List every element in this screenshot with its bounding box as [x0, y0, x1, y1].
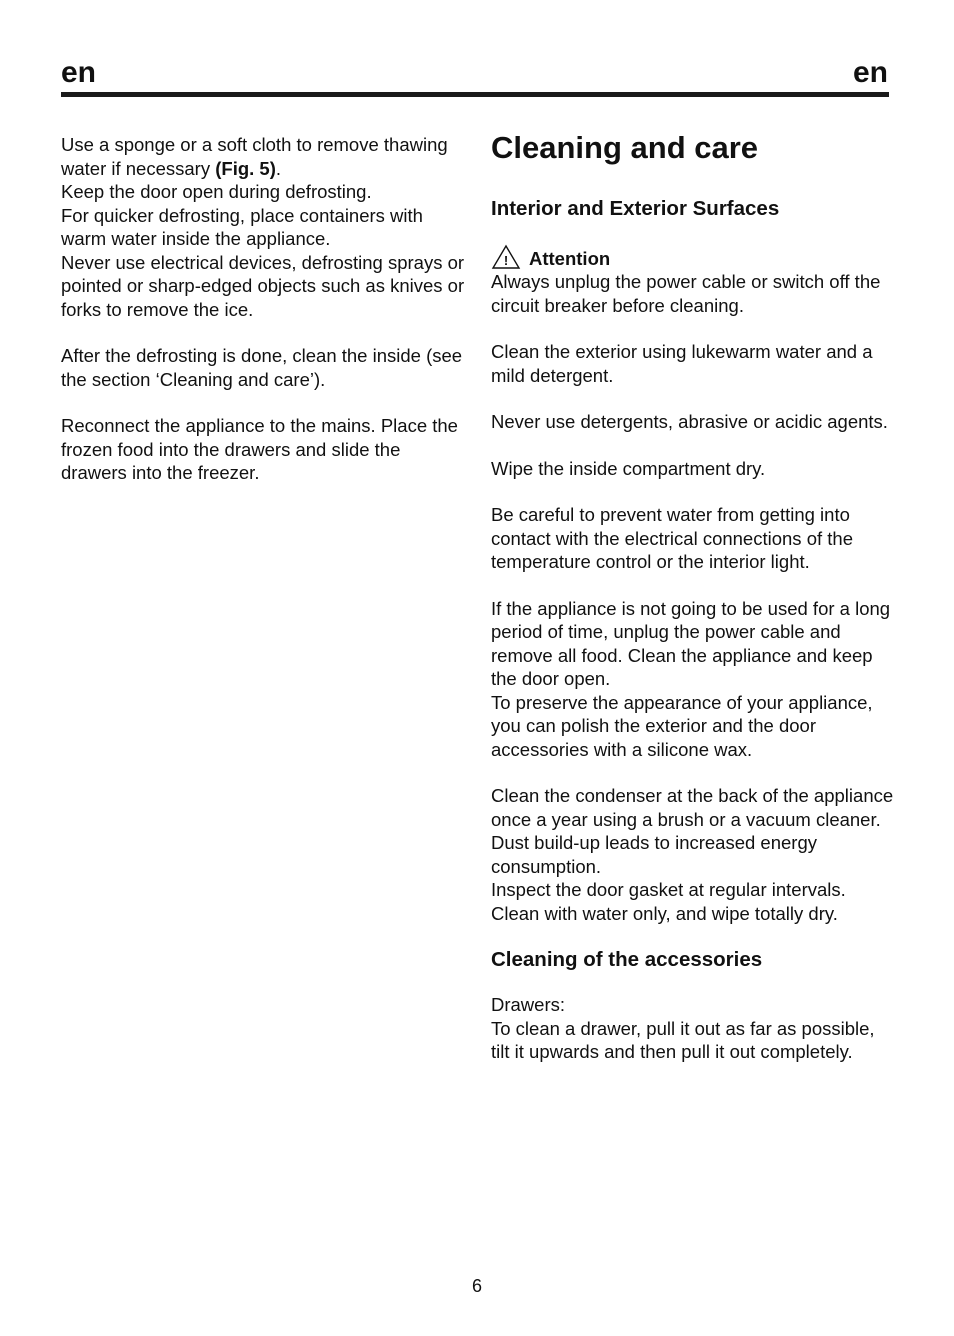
subheading-surfaces: Interior and Exterior Surfaces: [491, 197, 780, 220]
svg-text:!: !: [503, 253, 509, 268]
left-column: [61, 133, 465, 485]
warning-triangle-icon: [491, 244, 521, 270]
subheading-accessories: Cleaning of the accessories: [491, 948, 763, 971]
paragraph-quicker-defrosting: For quicker defrosting, place containers with warm water inside the appliance.: [61, 204, 423, 249]
figure-reference: (Fig. 5): [215, 157, 276, 179]
paragraph-after-defrosting: After the defrosting is done, clean the inside (see the section ‘Cleaning and care’).: [61, 345, 463, 390]
paragraph-thawing-water: Use a sponge or a soft cloth to remove thawing water if necessary (Fig. 5).: [61, 134, 448, 179]
paragraph-preserve-appearance: To preserve the appearance of your appliance, you can polish the exterior and the door accessories with a silicone wax.: [491, 691, 873, 760]
paragraph-never-detergents: Never use detergents, abrasive or acidic agents.: [491, 411, 888, 432]
paragraph-condenser: Clean the condenser at the back of the appliance once a year using a brush or a vacuum cleaner. Dust build-up leads to increased energy consumption.: [491, 785, 894, 877]
attention-label: Attention: [529, 248, 611, 269]
paragraph-door-open: Keep the door open during defrosting.: [61, 181, 372, 202]
paragraph-reconnect: Reconnect the appliance to the mains. Place the frozen food into the drawers and slide the drawers into the freezer.: [61, 415, 458, 483]
attention-notice: [491, 244, 895, 270]
section-title: Cleaning and care: [491, 130, 759, 165]
paragraph-wipe-dry: Wipe the inside compartment dry.: [491, 457, 766, 479]
language-code-left: en: [61, 56, 97, 89]
right-column: [491, 130, 895, 1064]
language-code-right: en: [852, 56, 888, 89]
paragraph-drawers: To clean a drawer, pull it out as far as possible, tilt it upwards and then pull it out completely.: [491, 1017, 875, 1062]
paragraph-clean-exterior: Clean the exterior using lukewarm water and a mild detergent.: [491, 341, 873, 386]
paragraph-attention-text: Always unplug the power cable or switch off the circuit breaker before cleaning.: [491, 271, 881, 316]
header-rule: [61, 92, 889, 97]
paragraph-not-used: If the appliance is not going to be used for a long period of time, unplug the power cable and remove all food. Clean the appliance and keep the door open.: [491, 597, 891, 689]
page-number: 6: [471, 1276, 482, 1296]
paragraph-drawers-label: Drawers:: [491, 994, 566, 1015]
paragraph-door-gasket: Inspect the door gasket at regular intervals. Clean with water only, and wipe totally dry.: [491, 879, 846, 924]
paragraph-never-use-devices: Never use electrical devices, defrosting sprays or pointed or sharp-edged objects such as knives or forks to remove the ice.: [61, 251, 465, 320]
paragraph-prevent-water: Be careful to prevent water from getting into contact with the electrical connections of the temperature control or the interior light.: [491, 504, 853, 572]
